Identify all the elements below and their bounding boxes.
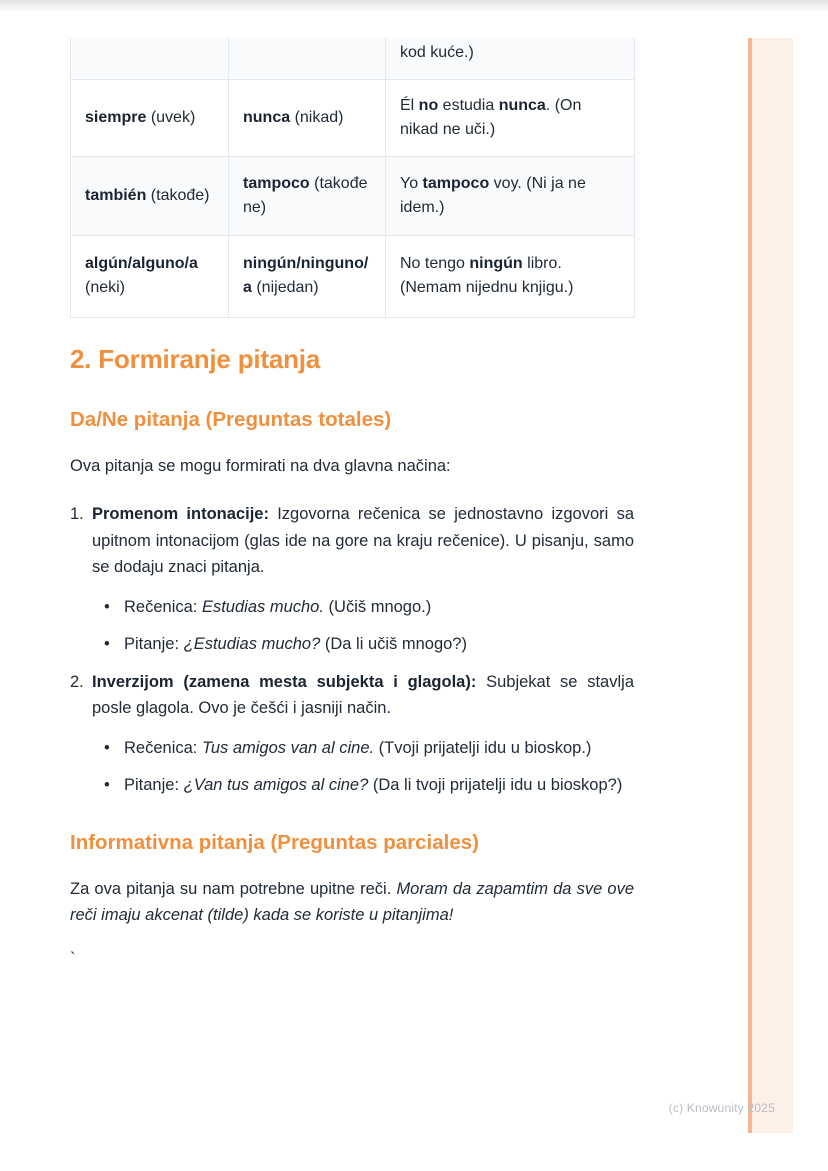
bullet-item bbox=[92, 772, 634, 798]
list-marker: 2. bbox=[70, 672, 84, 691]
table-row bbox=[71, 156, 635, 235]
stray-backtick: ` bbox=[70, 949, 76, 968]
bullet-marker: • bbox=[104, 738, 110, 757]
list-item-text: Promenom intonacije: Izgovorna rečenica se jednostavno izgovori sa upitnom intonacijom (glas ide na gore na kraju rečenice). U pisanju, samo se dodaju znaci pitanja. bbox=[92, 505, 634, 576]
bullet-text: Pitanje: ¿Estudias mucho? (Da li učiš mnogo?) bbox=[124, 634, 468, 653]
bullet-item bbox=[92, 735, 634, 761]
table-cell: Él no estudia nunca. (On nikad ne uči.) bbox=[386, 79, 635, 156]
list-marker: 1. bbox=[70, 505, 84, 523]
list-item bbox=[70, 669, 634, 798]
table-cell: siempre (uvek) bbox=[71, 79, 229, 156]
table-row bbox=[71, 79, 635, 156]
intro-paragraph: Ova pitanja se mogu formirati na dva glavna načina: bbox=[70, 456, 451, 475]
table-row bbox=[71, 38, 635, 79]
ordered-list bbox=[70, 501, 634, 798]
list-item-text: Inverzijom (zamena mesta subjekta i glagola): Subjekat se stavlja posle glagola. Ovo je češći i jasniji način. bbox=[92, 672, 634, 717]
table-row bbox=[71, 235, 635, 317]
bullet-list bbox=[92, 735, 634, 798]
table-cell bbox=[71, 38, 229, 79]
table-cell: kod kuće.) bbox=[386, 38, 635, 79]
copyright-text: (c) Knowunity 2025 bbox=[668, 1101, 775, 1115]
bullet-text: Rečenica: Estudias mucho. (Učiš mnogo.) bbox=[124, 597, 432, 616]
table-cell: No tengo ningún libro. (Nemam nijednu knjigu.) bbox=[386, 235, 635, 317]
bullet-marker: • bbox=[104, 634, 110, 653]
bullet-list bbox=[92, 594, 634, 657]
table-cell: ningún/ninguno/a (nijedan) bbox=[229, 235, 386, 317]
bullet-text: Pitanje: ¿Van tus amigos al cine? (Da li tvoji prijatelji idu u bioskop?) bbox=[124, 775, 623, 794]
table-cell: nunca (nikad) bbox=[229, 79, 386, 156]
page-top-shadow bbox=[0, 0, 828, 12]
bullet-marker: • bbox=[104, 597, 110, 616]
list-item bbox=[70, 501, 634, 657]
table-cell: también (takođe) bbox=[71, 156, 229, 235]
bullet-text: Rečenica: Tus amigos van al cine. (Tvoji prijatelji idu u bioskop.) bbox=[124, 738, 592, 757]
subsection-heading-yes-no: Da/Ne pitanja (Preguntas totales) bbox=[70, 407, 392, 431]
accent-strip bbox=[748, 38, 793, 1133]
table-cell bbox=[229, 38, 386, 79]
bullet-item bbox=[92, 631, 634, 657]
document-page bbox=[70, 38, 634, 969]
subsection-heading-informative: Informativna pitanja (Preguntas parciales) bbox=[70, 830, 479, 854]
table-cell: tampoco (takođe ne) bbox=[229, 156, 386, 235]
table-cell: Yo tampoco voy. (Ni ja ne idem.) bbox=[386, 156, 635, 235]
section-heading: 2. Formiranje pitanja bbox=[70, 343, 321, 374]
bullet-item bbox=[92, 594, 634, 620]
note-paragraph: Za ova pitanja su nam potrebne upitne reči. Moram da zapamtim da sve ove reči imaju akcenat (tilde) kada se koriste u pitanjima! bbox=[70, 879, 635, 924]
bullet-marker: • bbox=[104, 775, 110, 794]
table-cell: algún/alguno/a (neki) bbox=[71, 235, 229, 317]
vocab-table bbox=[70, 38, 635, 318]
